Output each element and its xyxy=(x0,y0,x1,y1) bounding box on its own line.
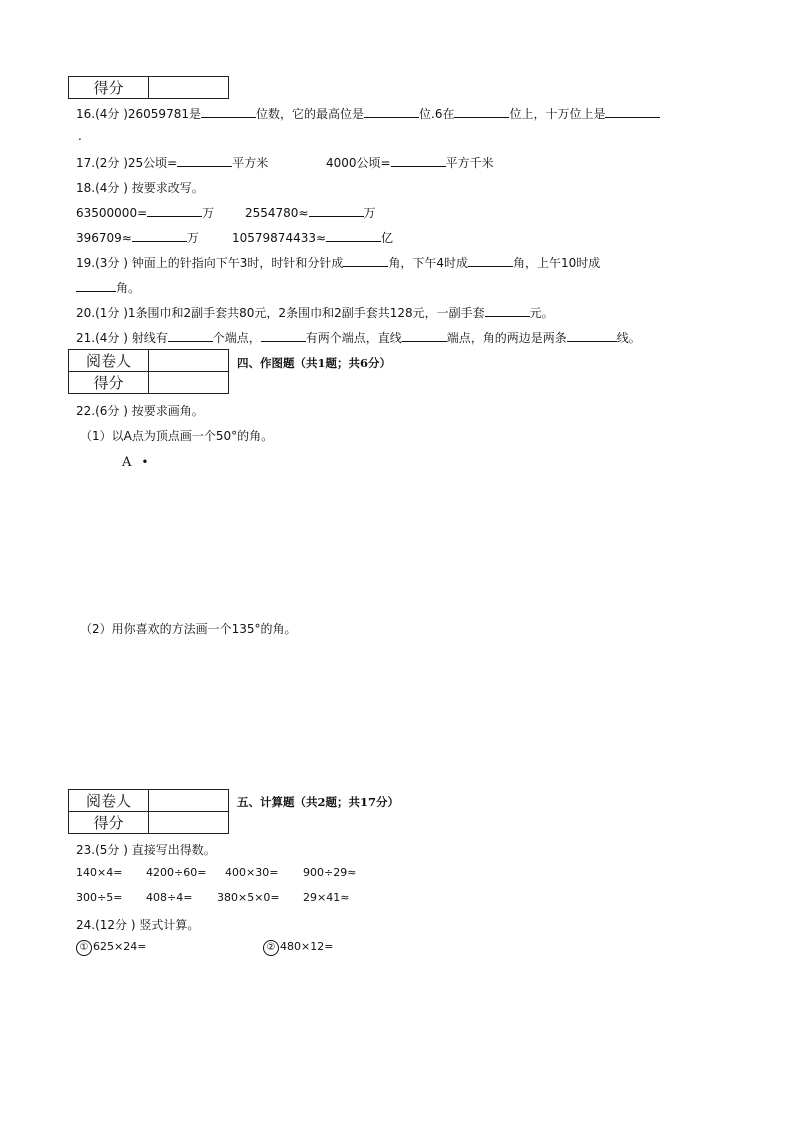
q21-blank-4[interactable] xyxy=(567,330,617,342)
question-20 xyxy=(76,304,554,321)
q18-c-unit: 万 xyxy=(186,231,199,245)
question-17-b xyxy=(326,154,494,171)
q18-blank-a[interactable] xyxy=(147,205,202,217)
question-17 xyxy=(76,154,268,171)
score-label: 得分 xyxy=(69,77,149,99)
q18-c-text: 396709≈ xyxy=(76,231,132,245)
question-23: 23.(5分 ) 直接写出得数。 xyxy=(76,843,216,857)
score-value-cell[interactable] xyxy=(149,372,229,394)
q18-blank-b[interactable] xyxy=(309,205,364,217)
q18-d-text: 10579874433≈ xyxy=(232,231,327,245)
q18-d-unit: 亿 xyxy=(381,231,394,245)
q18-item-d xyxy=(232,229,393,246)
q16-blank-4[interactable] xyxy=(605,106,660,118)
q20-text: 20.(1分 )1条围巾和2副手套共80元，2条围巾和2副手套共128元，一副手套 xyxy=(76,306,485,320)
q24-marker-1: ① xyxy=(76,940,92,956)
q23-expr-5: 300÷5= xyxy=(76,891,123,904)
score-table-top xyxy=(68,76,229,99)
q22-sub-2: （2）用你喜欢的方法画一个135°的角。 xyxy=(80,622,297,636)
question-19-b xyxy=(76,279,140,296)
q21-text-2: 个端点， xyxy=(212,331,261,345)
q18-item-c xyxy=(76,229,199,246)
q21-text-3: 有两个端点，直线 xyxy=(305,331,402,345)
section-4-title: 四、作图题（共1题；共6分） xyxy=(237,356,392,370)
grader-label: 阅卷人 xyxy=(69,350,149,372)
question-18: 18.(4分 ) 按要求改写。 xyxy=(76,181,204,195)
question-21 xyxy=(76,329,641,346)
point-a-label: A xyxy=(122,455,132,470)
q21-blank-3[interactable] xyxy=(402,330,447,342)
q16-text: 16.(4分 )26059781是 xyxy=(76,107,201,121)
grader-value-cell[interactable] xyxy=(149,350,229,372)
q18-a-text: 63500000= xyxy=(76,206,148,220)
q17-blank-1[interactable] xyxy=(177,155,232,167)
q17-blank-2[interactable] xyxy=(391,155,446,167)
q19-text-2: 角，下午4时成 xyxy=(388,256,468,270)
q16-text-4: 位上，十万位上是 xyxy=(509,107,606,121)
q23-expr-4: 900÷29≈ xyxy=(303,866,357,879)
q24-expr-2-text: 480×12= xyxy=(280,940,334,953)
score-value-cell[interactable] xyxy=(149,77,229,99)
score-table-section-4 xyxy=(68,349,229,394)
q23-expr-2: 4200÷60= xyxy=(146,866,207,879)
q23-expr-8: 29×41≈ xyxy=(303,891,350,904)
q18-a-unit: 万 xyxy=(202,206,215,220)
q19-text: 19.(3分 ) 钟面上的针指向下午3时，时针和分针成 xyxy=(76,256,344,270)
q22-sub-1: （1）以A点为顶点画一个50°的角。 xyxy=(80,429,274,443)
q16-end: . xyxy=(78,129,82,143)
question-24: 24.(12分 ) 竖式计算。 xyxy=(76,918,200,932)
q17-text: 17.(2分 )25公顷= xyxy=(76,156,178,170)
point-a xyxy=(122,455,148,470)
q21-blank-1[interactable] xyxy=(168,330,213,342)
section-5-title: 五、计算题（共2题；共17分） xyxy=(237,795,400,809)
q23-expr-6: 408÷4= xyxy=(146,891,193,904)
q24-expr-1-text: 625×24= xyxy=(93,940,147,953)
q21-text: 21.(4分 ) 射线有 xyxy=(76,331,168,345)
q20-unit: 元。 xyxy=(529,306,554,320)
q19-text-4: 角。 xyxy=(116,281,141,295)
q16-blank-3[interactable] xyxy=(454,106,509,118)
q18-b-text: 2554780≈ xyxy=(245,206,309,220)
grader-value-cell[interactable] xyxy=(149,790,229,812)
q17-text-2: 4000公顷= xyxy=(326,156,391,170)
q18-blank-c[interactable] xyxy=(132,230,187,242)
q19-blank-2[interactable] xyxy=(468,255,513,267)
question-19 xyxy=(76,254,600,271)
grader-label: 阅卷人 xyxy=(69,790,149,812)
q18-blank-d[interactable] xyxy=(326,230,381,242)
score-table-section-5 xyxy=(68,789,229,834)
q17-unit-2: 平方千米 xyxy=(445,156,494,170)
score-label: 得分 xyxy=(69,812,149,834)
q19-blank-1[interactable] xyxy=(343,255,388,267)
q18-b-unit: 万 xyxy=(363,206,376,220)
q24-marker-2: ② xyxy=(263,940,279,956)
q20-blank-1[interactable] xyxy=(485,305,530,317)
score-label: 得分 xyxy=(69,372,149,394)
q18-item-b xyxy=(245,204,376,221)
q24-expr-2 xyxy=(263,940,333,956)
q23-expr-7: 380×5×0= xyxy=(217,891,280,904)
q21-text-4: 端点，角的两边是两条 xyxy=(446,331,567,345)
question-16 xyxy=(76,105,660,122)
q21-blank-2[interactable] xyxy=(261,330,306,342)
q21-text-5: 线。 xyxy=(616,331,641,345)
q19-blank-3[interactable] xyxy=(76,280,116,292)
q16-blank-1[interactable] xyxy=(201,106,256,118)
question-22: 22.(6分 ) 按要求画角。 xyxy=(76,404,204,418)
q24-expr-1 xyxy=(76,940,146,956)
q23-expr-1: 140×4= xyxy=(76,866,123,879)
q17-unit-1: 平方米 xyxy=(232,156,269,170)
q16-text-2: 位数，它的最高位是 xyxy=(255,107,364,121)
q16-text-3: 位.6在 xyxy=(419,107,455,121)
score-value-cell[interactable] xyxy=(149,812,229,834)
q16-blank-2[interactable] xyxy=(364,106,419,118)
q18-item-a xyxy=(76,204,214,221)
q23-expr-3: 400×30= xyxy=(225,866,279,879)
q19-text-3: 角，上午10时成 xyxy=(513,256,601,270)
point-a-dot-icon: • xyxy=(141,455,149,469)
